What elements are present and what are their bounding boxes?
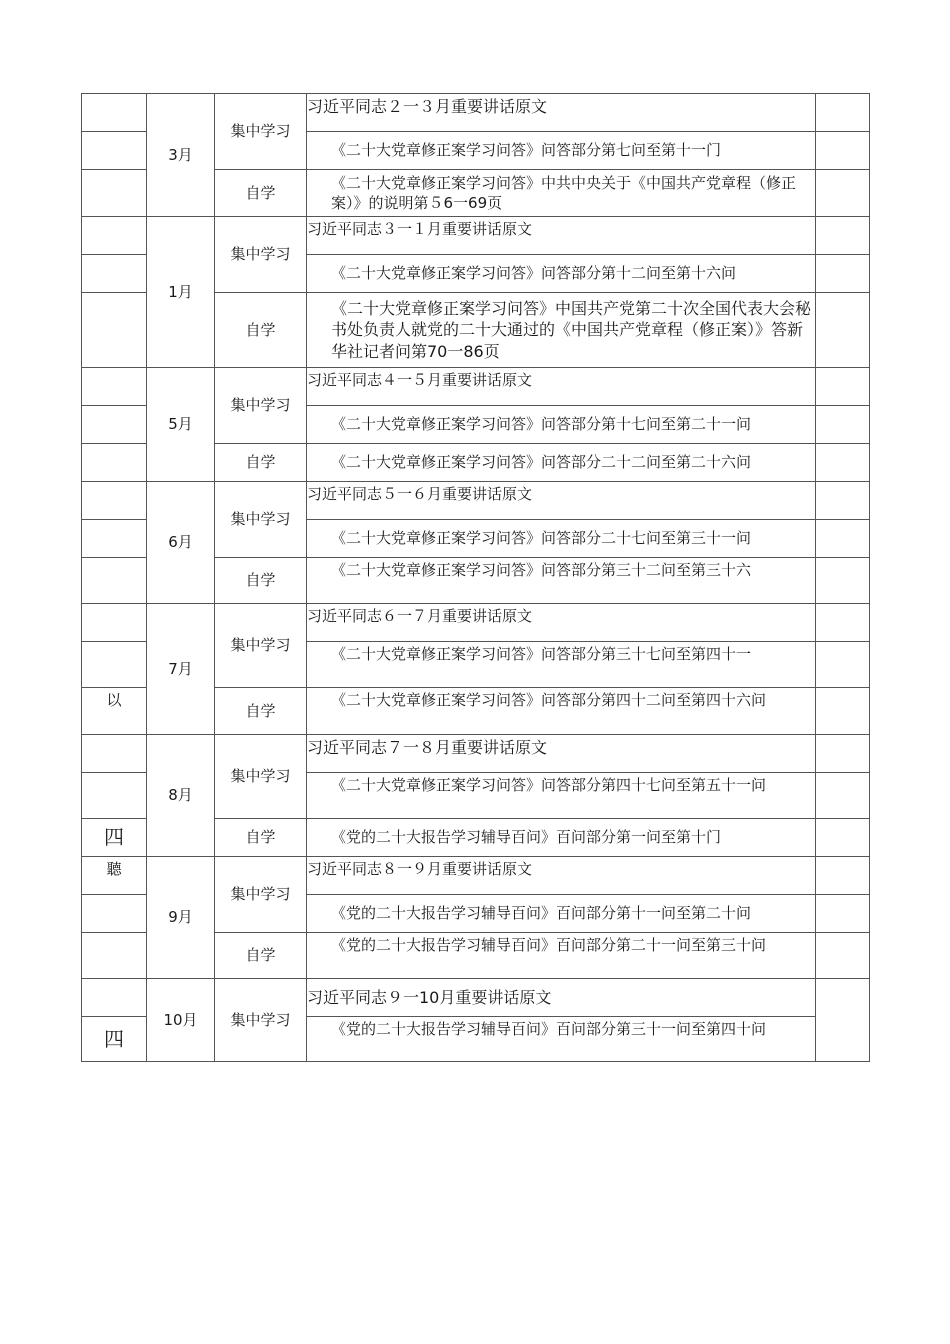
blank-cell xyxy=(816,688,870,735)
side-cell xyxy=(82,642,147,688)
table-row xyxy=(82,979,870,1017)
content-cell: 《二十大党章修正案学习问答》问答部分第三十二问至第三十六 xyxy=(307,558,816,604)
type-cell-self: 自学 xyxy=(215,933,307,979)
blank-cell xyxy=(816,217,870,255)
side-cell xyxy=(82,444,147,482)
content-cell: 《二十大党章修正案学习问答》中共中央关于《中国共产党章程（修正案）》的说明第５6一69页 xyxy=(307,170,816,217)
month-cell: 7月 xyxy=(147,604,215,735)
study-schedule-table xyxy=(81,93,870,1062)
content-cell: 《二十大党章修正案学习问答》问答部分二十七问至第三十一问 xyxy=(307,520,816,558)
blank-cell xyxy=(816,979,870,1062)
side-cell xyxy=(82,895,147,933)
side-cell xyxy=(82,132,147,170)
type-cell-group: 集中学习 xyxy=(215,368,307,444)
type-cell-group: 集中学习 xyxy=(215,979,307,1062)
content-cell: 《二十大党章修正案学习问答》问答部分二十二问至第二十六问 xyxy=(307,444,816,482)
side-cell xyxy=(82,520,147,558)
month-cell: 1月 xyxy=(147,217,215,368)
type-cell-group: 集中学习 xyxy=(215,857,307,933)
table-row xyxy=(82,368,870,406)
blank-cell xyxy=(816,368,870,406)
content-cell: 《党的二十大报告学习辅导百问》百问部分第三十一问至第四十问 xyxy=(307,1017,816,1062)
side-cell xyxy=(82,933,147,979)
side-cell xyxy=(82,368,147,406)
blank-cell xyxy=(816,895,870,933)
month-cell: 5月 xyxy=(147,368,215,482)
month-cell: 6月 xyxy=(147,482,215,604)
content-cell: 习近平同志８一９月重要讲话原文 xyxy=(307,857,816,895)
type-cell-group: 集中学习 xyxy=(215,482,307,558)
blank-cell xyxy=(816,170,870,217)
content-cell: 习近平同志９一10月重要讲话原文 xyxy=(307,979,816,1017)
table-row xyxy=(82,735,870,773)
blank-cell xyxy=(816,773,870,819)
side-cell xyxy=(82,170,147,217)
type-cell-self: 自学 xyxy=(215,819,307,857)
blank-cell xyxy=(816,482,870,520)
side-label: 四 xyxy=(82,819,147,857)
content-cell: 《二十大党章修正案学习问答》问答部分第三十七问至第四十一 xyxy=(307,642,816,688)
table-row xyxy=(82,482,870,520)
content-cell: 《二十大党章修正案学习问答》问答部分第十二问至第十六问 xyxy=(307,255,816,293)
content-cell: 《二十大党章修正案学习问答》中国共产党第二十次全国代表大会秘书处负责人就党的二十大通过的《中国共产党章程（修正案）》答新华社记者问第70一86页 xyxy=(307,293,816,368)
blank-cell xyxy=(816,819,870,857)
content-cell: 习近平同志４一５月重要讲话原文 xyxy=(307,368,816,406)
content-cell: 《二十大党章修正案学习问答》问答部分第四十二问至第四十六问 xyxy=(307,688,816,735)
side-cell xyxy=(82,255,147,293)
type-cell-self: 自学 xyxy=(215,293,307,368)
blank-cell xyxy=(816,293,870,368)
type-cell-group: 集中学习 xyxy=(215,217,307,293)
content-cell: 《党的二十大报告学习辅导百问》百问部分第十一问至第二十问 xyxy=(307,895,816,933)
type-cell-self: 自学 xyxy=(215,444,307,482)
type-cell-group: 集中学习 xyxy=(215,604,307,688)
table-row xyxy=(82,857,870,895)
side-label: 四 xyxy=(82,1017,147,1062)
blank-cell xyxy=(816,558,870,604)
content-cell: 《党的二十大报告学习辅导百问》百问部分第二十一问至第三十问 xyxy=(307,933,816,979)
month-cell: 10月 xyxy=(147,979,215,1062)
blank-cell xyxy=(816,735,870,773)
content-cell: 习近平同志３一１月重要讲话原文 xyxy=(307,217,816,255)
side-cell xyxy=(82,979,147,1017)
type-cell-self: 自学 xyxy=(215,170,307,217)
content-cell: 《党的二十大报告学习辅导百问》百问部分第一问至第十门 xyxy=(307,819,816,857)
content-cell: 习近平同志５一６月重要讲话原文 xyxy=(307,482,816,520)
blank-cell xyxy=(816,444,870,482)
table-row xyxy=(82,217,870,255)
side-cell xyxy=(82,94,147,132)
blank-cell xyxy=(816,933,870,979)
blank-cell xyxy=(816,520,870,558)
blank-cell xyxy=(816,857,870,895)
content-cell: 习近平同志６一７月重要讲话原文 xyxy=(307,604,816,642)
side-cell xyxy=(82,406,147,444)
table-row xyxy=(82,94,870,132)
type-cell-group: 集中学习 xyxy=(215,94,307,170)
content-cell: 《二十大党章修正案学习问答》问答部分第四十七问至第五十一问 xyxy=(307,773,816,819)
side-cell xyxy=(82,773,147,819)
content-cell: 习近平同志２一３月重要讲话原文 xyxy=(307,94,816,132)
blank-cell xyxy=(816,604,870,642)
blank-cell xyxy=(816,255,870,293)
side-cell xyxy=(82,217,147,255)
month-cell: 8月 xyxy=(147,735,215,857)
side-cell xyxy=(82,482,147,520)
blank-cell xyxy=(816,132,870,170)
content-cell: 《二十大党章修正案学习问答》问答部分第十七问至第二十一问 xyxy=(307,406,816,444)
type-cell-self: 自学 xyxy=(215,688,307,735)
month-cell: 3月 xyxy=(147,94,215,217)
blank-cell xyxy=(816,642,870,688)
content-cell: 《二十大党章修正案学习问答》问答部分第七问至第十一门 xyxy=(307,132,816,170)
month-cell: 9月 xyxy=(147,857,215,979)
type-cell-group: 集中学习 xyxy=(215,735,307,819)
content-cell: 习近平同志７一８月重要讲话原文 xyxy=(307,735,816,773)
table-row xyxy=(82,604,870,642)
side-cell xyxy=(82,558,147,604)
blank-cell xyxy=(816,94,870,132)
blank-cell xyxy=(816,406,870,444)
side-cell xyxy=(82,604,147,642)
side-label: 以 xyxy=(82,688,147,735)
type-cell-self: 自学 xyxy=(215,558,307,604)
side-cell xyxy=(82,293,147,368)
side-cell xyxy=(82,735,147,773)
side-label: 聽 xyxy=(82,857,147,895)
